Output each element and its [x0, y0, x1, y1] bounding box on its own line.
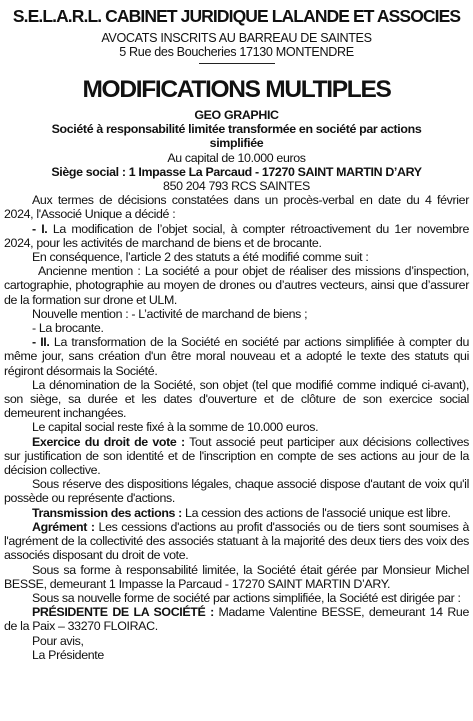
- vote-text: Tout associé peut participer aux décisions collectives sur justification de son identité et de l'inscription en compte de ses actions au jour de la décision collective.: [4, 434, 469, 478]
- company-name: GEO GRAPHIC: [194, 108, 279, 122]
- pour-avis: Pour avis,: [32, 633, 84, 648]
- transmission-text: La cession des actions de l'associé unique est libre.: [181, 505, 451, 520]
- consequence-paragraph: En conséquence, l’article 2 des statuts a été modifié comme suit :: [32, 250, 369, 265]
- decision-one-text: La modification de l’objet social, à compter rétroactivement du 1er novembre 2024, pour les activités de marchand de biens et de brocante.: [4, 221, 469, 250]
- reserve-paragraph: Sous réserve des dispositions légales, chaque associé dispose d'autant de voix qu'il possède ou représente d'actions.: [4, 477, 469, 506]
- capital-paragraph: Le capital social reste fixé à la somme de 10.000 euros.: [32, 420, 319, 435]
- separator-rule: [199, 63, 275, 64]
- president-label: PRÉSIDENTE DE LA SOCIÉTÉ :: [32, 605, 214, 620]
- agrement-text: Les cessions d'actions au profit d'associés ou de tiers sont soumises à l'agrément de la collectivité des associés statuant à la majorité des deux tiers des voix des associés disposant du droit de vote.: [4, 519, 469, 563]
- firm-name: S.E.L.A.R.L. CABINET JURIDIQUE LALANDE ET ASSOCIES: [12, 6, 461, 26]
- vote-paragraph: [4, 435, 469, 478]
- decision-one: [4, 222, 469, 250]
- agrement-paragraph: [4, 520, 469, 563]
- decision-one-label: - I.: [32, 221, 48, 236]
- intro-paragraph: Aux termes de décisions constatées dans un procès-verbal en date du 4 février 2024, l'Associé Unique a décidé :: [4, 193, 469, 222]
- firm-address: 5 Rue des Boucheries 17130 MONTENDRE: [119, 45, 354, 59]
- old-mention: Ancienne mention : La société a pour objet de réaliser des missions d’inspection, cartographie, photographie au moyen de drones ou d’autres vecteurs, ainsi que d’assurer de la formation sur drone et ULM.: [4, 264, 469, 307]
- company-capital: Au capital de 10.000 euros: [167, 150, 306, 165]
- new-mention-brocante: - La brocante.: [32, 321, 104, 336]
- direction-paragraph: Sous sa nouvelle forme de société par actions simplifiée, la Société est dirigée par :: [32, 590, 461, 605]
- decision-two-text: La transformation de la Société en société par actions simplifiée à compter du même jour, sans création d'un être moral nouveau et a adopté le texte des statuts qui régiront désormais la Société.: [4, 335, 469, 378]
- company-seat: Siège social : 1 Impasse La Parcaud - 17270 SAINT MARTIN D’ARY: [51, 164, 422, 179]
- decision-two-label: - II.: [32, 335, 50, 350]
- transmission-paragraph: [4, 506, 469, 520]
- transmission-label: Transmission des actions :: [32, 505, 182, 520]
- decision-two: [4, 335, 469, 378]
- president-text: Madame Valentine BESSE, demeurant 14 Rue de la Paix – 33270 FLOIRAC.: [4, 605, 469, 634]
- denomination-paragraph: La dénomination de la Société, son objet (tel que modifié comme indiqué ci-avant), son siège, sa durée et les dates d'ouverture et de clôture de son exercice social demeurent inchangées.: [4, 377, 469, 421]
- company-form: Société à responsabilité limitée transformée en société par actions simplifiée: [51, 122, 422, 151]
- vote-label: Exercice du droit de vote :: [32, 434, 185, 449]
- gerance-paragraph: Sous sa forme à responsabilité limitée, la Société était gérée par Monsieur Michel BESSE, demeurant 1 Impasse la Parcaud - 17270 SAINT MARTIN D’ARY.: [4, 562, 469, 591]
- agrement-label: Agrément :: [32, 519, 95, 534]
- firm-bar-line: AVOCATS INSCRITS AU BARREAU DE SAINTES: [101, 31, 372, 45]
- notice-title: MODIFICATIONS MULTIPLES: [82, 76, 391, 103]
- president-paragraph: [4, 605, 469, 633]
- new-mention: Nouvelle mention : - L’activité de marchand de biens ;: [32, 306, 308, 321]
- signature: La Présidente: [32, 647, 104, 662]
- company-rcs: 850 204 793 RCS SAINTES: [163, 179, 310, 194]
